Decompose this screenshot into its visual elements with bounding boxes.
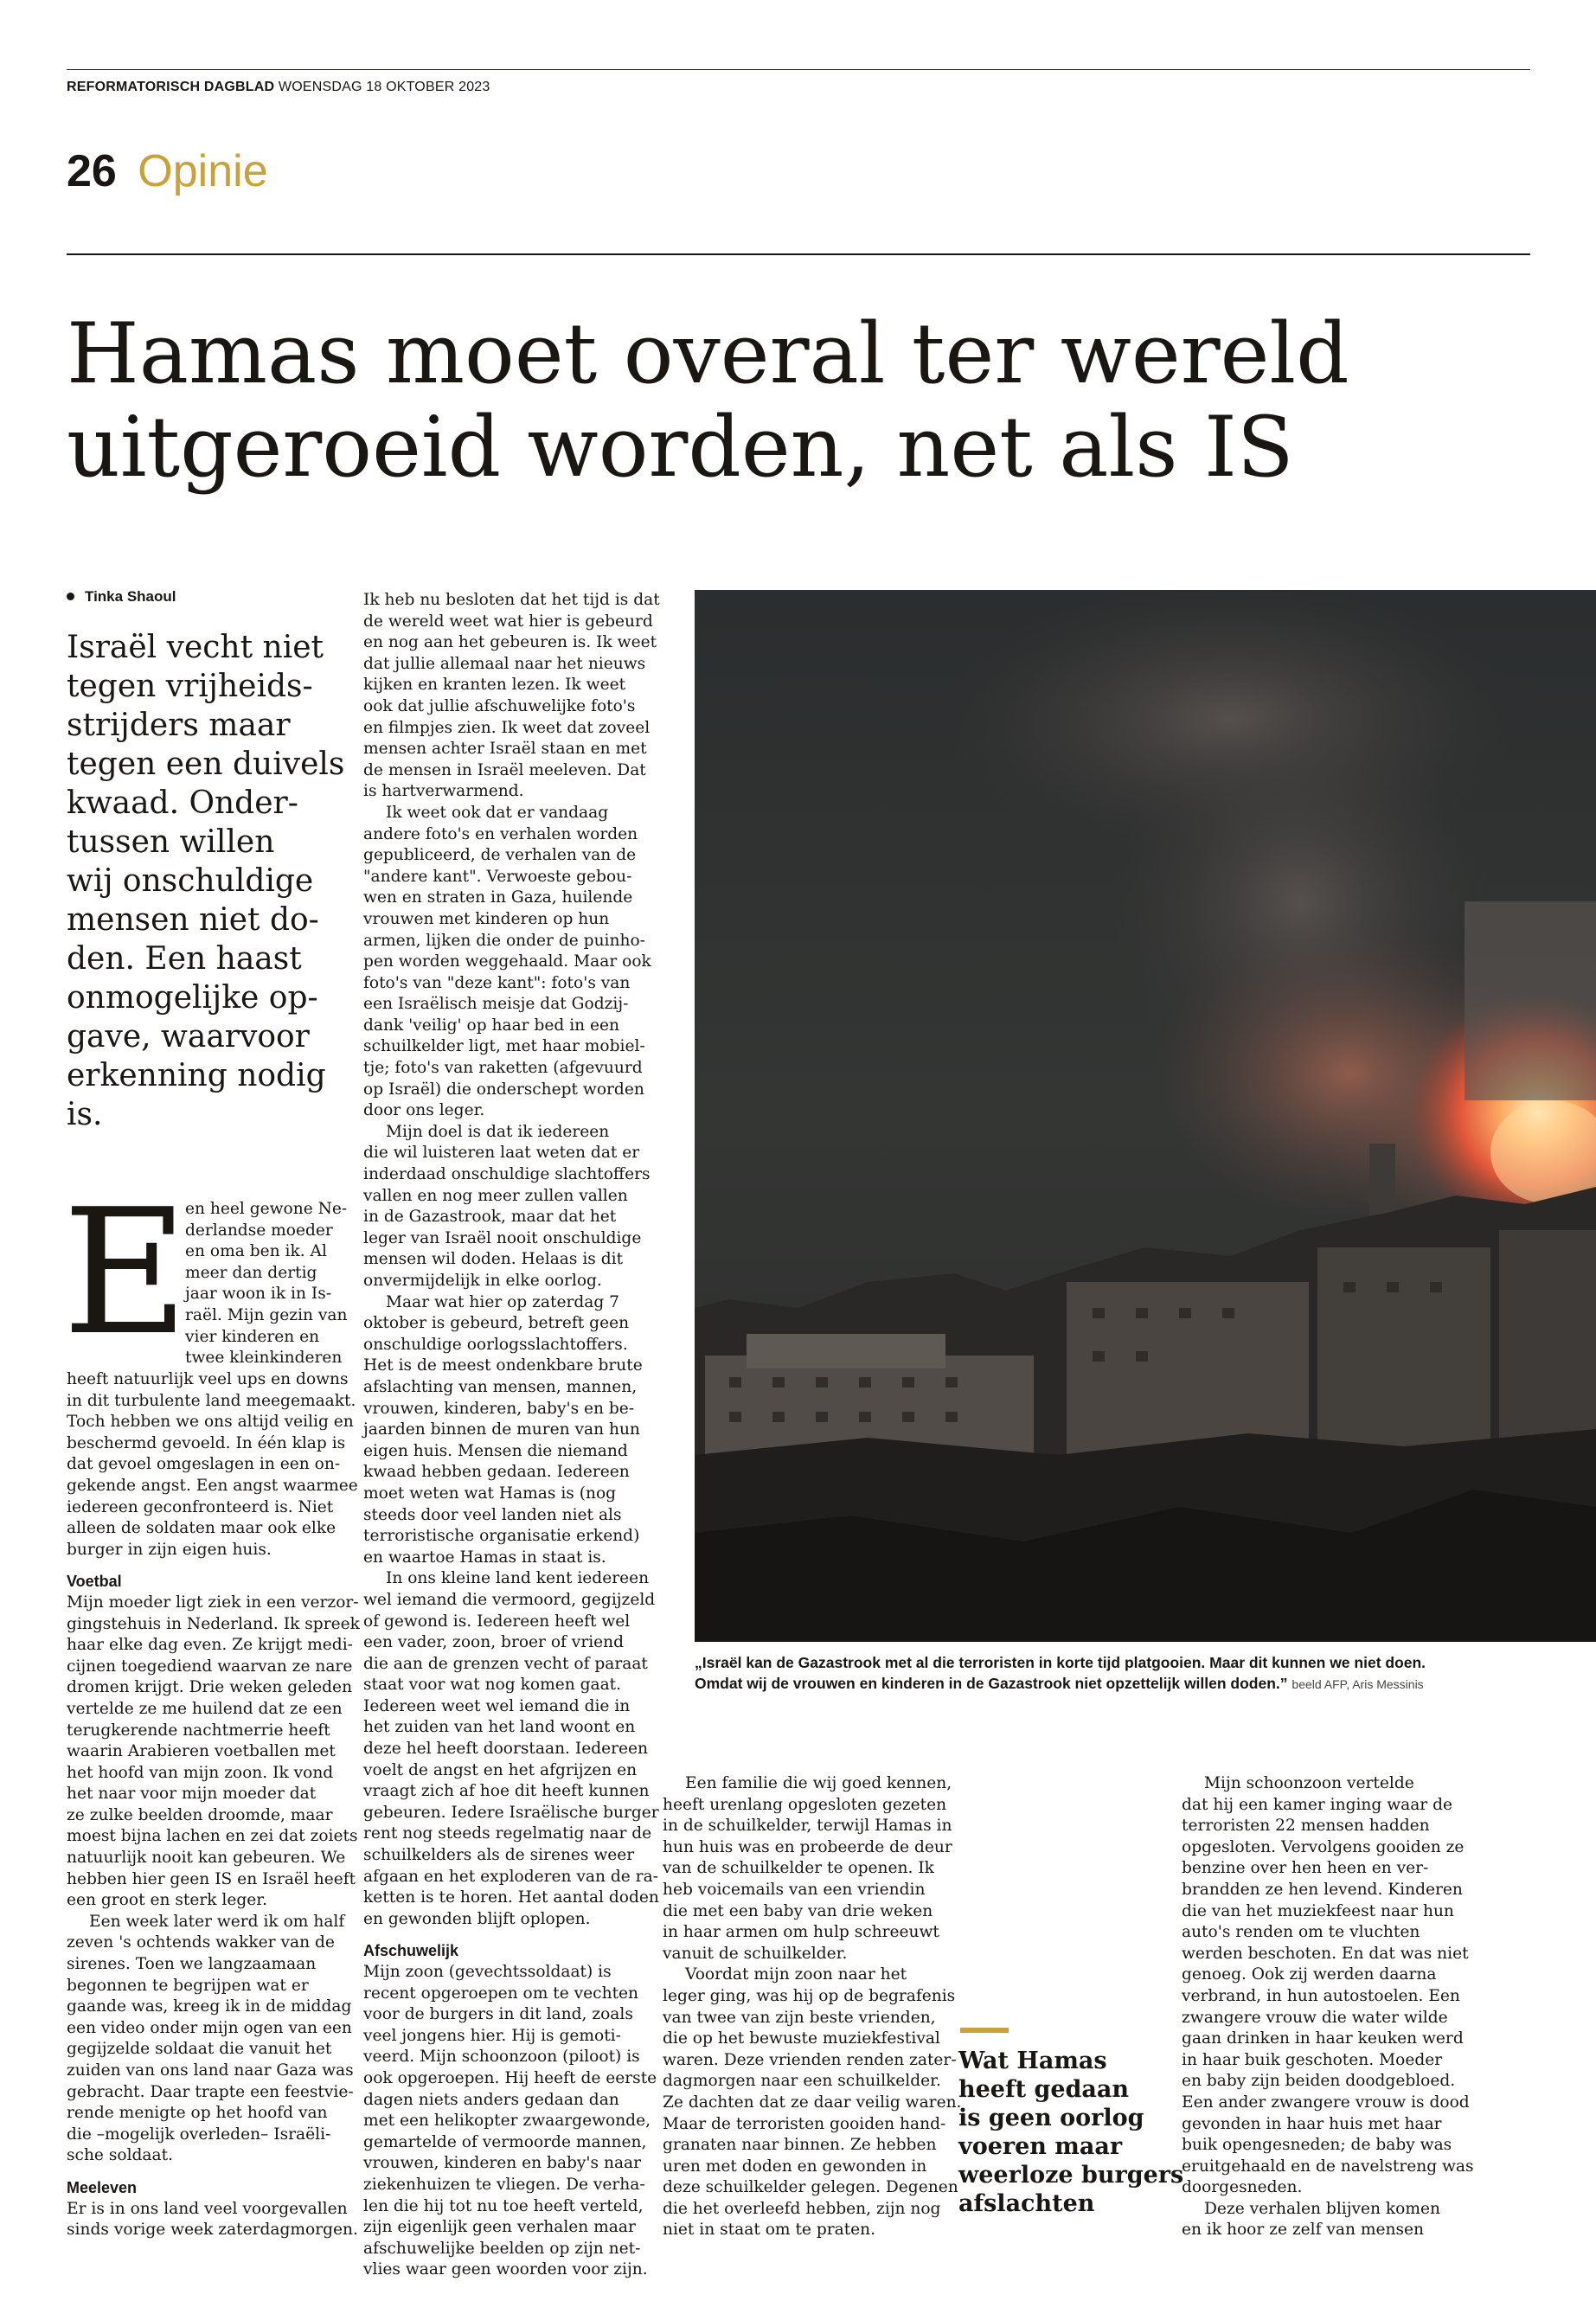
text-line: raël. Mijn gezin van: [185, 1305, 348, 1324]
paragraph-gap: [67, 1561, 342, 1571]
text-line: zuiden van ons land naar Gaza was: [67, 2061, 354, 2080]
text-line: ook opgeroepen. Hij heeft de eerste: [363, 2068, 657, 2087]
text-line: die wil luisteren laat weten dat er: [363, 1144, 640, 1163]
intro: [67, 628, 344, 1134]
news-photo: [695, 590, 1596, 1642]
text-line: dat jullie allemaal naar het nieuws: [363, 654, 646, 673]
intro-line: strijders maar: [67, 708, 291, 743]
text-line: Mijn schoonzoon vertelde: [1204, 1774, 1414, 1792]
text-line: steeds door veel landen niet als: [363, 1505, 622, 1524]
pull-quote-line: Wat Hamas: [958, 2048, 1107, 2074]
text-line: recent opgeroepen om te vechten: [363, 1984, 639, 2003]
text-line: foto's van "deze kant": foto's van: [363, 973, 631, 992]
text-line: brandden ze hen levend. Kinderen: [1182, 1880, 1463, 1899]
text-line: afslachting van mensen, mannen,: [363, 1377, 638, 1396]
text-line: kijken en kranten lezen. Ik weet: [363, 676, 626, 695]
text-line: opgesloten. Vervolgens gooiden ze: [1182, 1837, 1465, 1856]
intro-line: Israël vecht niet: [67, 630, 324, 665]
text-line: in haar buik geschoten. Moeder: [1182, 2050, 1443, 2069]
text-line: gepubliceerd, de verhalen van de: [363, 846, 637, 865]
headline-line: Hamas moet overal ter wereld: [67, 305, 1349, 402]
text-line: dat hij een kamer inging waar de: [1182, 1795, 1452, 1814]
text-line: gaande was, kreeg ik in de middag: [67, 1997, 352, 2016]
text-line: beschermd gevoeld. In één klap is: [67, 1433, 346, 1452]
subheading: Voetbal: [67, 1573, 122, 1591]
text-line: buik opengesneden; de baby was: [1182, 2136, 1452, 2155]
text-line: een video onder mijn ogen van een: [67, 2018, 352, 2037]
bullet-icon: [67, 593, 74, 600]
text-line: hebben hier geen IS en Israël heeft: [67, 1869, 356, 1888]
text-line: en heel gewone Ne-: [185, 1200, 348, 1218]
caption-line: Omdat wij de vrouwen en kinderen in de Gazastrook niet opzettelijk willen doden.”: [695, 1675, 1288, 1692]
text-line: eigen huis. Mensen die niemand: [363, 1441, 628, 1460]
text-line: Ik heb nu besloten dat het tijd is dat: [363, 591, 660, 609]
text-line: moet weten wat Hamas is (nog: [363, 1484, 617, 1503]
text-line: door ons leger.: [363, 1101, 485, 1120]
text-line: moest bijna lachen en zei dat zoiets: [67, 1827, 358, 1846]
text-line: en nog aan het gebeuren is. Ik weet: [363, 633, 657, 652]
text-line: dank 'veilig' op haar bed in een: [363, 1016, 620, 1035]
text-line: een groot en sterk leger.: [67, 1891, 268, 1910]
text-line: Deze verhalen blijven komen: [1204, 2199, 1440, 2218]
text-line: en ik hoor ze zelf van mensen: [1182, 2221, 1425, 2240]
explosion-photo-illustration: [695, 590, 1596, 1642]
subheading: Meeleven: [67, 2178, 138, 2196]
text-line: hun huis was en probeerde de deur: [663, 1837, 952, 1856]
text-line: van twee van zijn beste vrienden,: [663, 2008, 936, 2027]
text-line: zeven 's ochtends wakker van de: [67, 1933, 335, 1952]
text-line: voelt de angst en het afgrijzen en: [363, 1760, 638, 1779]
text-line: vrouwen, kinderen en baby's naar: [363, 2154, 642, 2173]
text-line: gegijzelde soldaat die vanuit het: [67, 2040, 332, 2059]
text-line: sche soldaat.: [67, 2146, 173, 2165]
text-line: deze schuilkelder gelegen. Degenen: [663, 2178, 958, 2197]
pull-quote-line: afslachten: [958, 2190, 1095, 2217]
text-line: tje; foto's van raketten (afgevuurd: [363, 1059, 643, 1078]
text-line: waren. Deze vrienden renden zater-: [663, 2050, 957, 2069]
text-line: jaarden binnen de muren van hun: [363, 1420, 640, 1439]
text-line: haar elke dag even. Ze krijgt medi-: [67, 1636, 353, 1655]
paragraph-gap: [363, 1930, 640, 1940]
text-line: leger van Israël nooit onschuldige: [363, 1228, 642, 1247]
text-line: vrouwen met kinderen op hun: [363, 909, 610, 928]
text-line: schuilkelder ligt, met haar mobiel-: [363, 1037, 645, 1056]
text-line: doorgesneden.: [1182, 2178, 1303, 2197]
text-line: meer dan dertig: [185, 1263, 317, 1282]
text-line: voor de burgers in dit land, zoals: [363, 2005, 633, 2024]
text-line: die –mogelijk overleden– Israëli-: [67, 2125, 331, 2144]
text-line: dagen niets anders gedaan dan: [363, 2090, 619, 2109]
text-line: Een ander zwangere vrouw is dood: [1182, 2093, 1470, 2112]
pull-quote-line: heeft gedaan: [958, 2076, 1130, 2103]
text-line: Maar wat hier op zaterdag 7: [386, 1292, 619, 1311]
text-line: inderdaad onschuldige slachtoffers: [363, 1165, 651, 1184]
text-line: dagmorgen naar een schuilkelder.: [663, 2072, 941, 2091]
text-line: Voordat mijn zoon naar het: [685, 1965, 907, 1984]
text-line: het hoofd van mijn zoon. Ik vond: [67, 1763, 334, 1782]
column-1-dropcap-text: [185, 1199, 348, 1369]
text-line: heb voicemails van een vriendin: [663, 1880, 926, 1899]
text-line: jaar woon ik in Is-: [185, 1285, 332, 1304]
text-line: eruitgehaald en de navelstreng was: [1182, 2157, 1474, 2176]
pull-quote: [958, 2047, 1183, 2218]
text-line: veel jongens hier. Hij is gemoti-: [363, 2026, 621, 2045]
masthead-line: [67, 80, 490, 95]
text-line: iedereen geconfronteerd is. Niet: [67, 1497, 334, 1516]
text-line: en oma ben ik. Al: [185, 1242, 327, 1261]
text-line: ziekenhuizen te vliegen. De verha-: [363, 2175, 645, 2194]
text-line: len die hij tot nu toe heeft verteld,: [363, 2196, 644, 2215]
text-line: ketten is te horen. Het aantal doden: [363, 1888, 659, 1907]
text-line: terroristen 22 mensen hadden: [1182, 1817, 1430, 1836]
text-line: genoeg. Ook zij werden daarna: [1182, 1965, 1437, 1984]
text-line: begonnen te begrijpen wat er: [67, 1976, 309, 1995]
text-line: dat gevoel omgeslagen in een on-: [67, 1455, 341, 1474]
text-line: en gewonden blijft oplopen.: [363, 1909, 591, 1928]
text-line: ook dat jullie afschuwelijke foto's: [363, 696, 636, 715]
text-line: gaan drinken in haar keuken werd: [1182, 2029, 1464, 2048]
text-line: terugkerende nachtmerrie heeft: [67, 1721, 330, 1740]
intro-line: is.: [67, 1097, 103, 1132]
text-line: Een week later werd ik om half: [89, 1912, 345, 1931]
text-line: of gewond is. Iedereen heeft wel: [363, 1612, 631, 1631]
page-number: 26: [67, 146, 117, 196]
text-line: ze zulke beelden droomde, maar: [67, 1805, 333, 1824]
page-heading: [67, 144, 268, 199]
issue-date: WOENSDAG 18 OKTOBER 2023: [278, 80, 490, 94]
text-line: vier kinderen en: [185, 1327, 320, 1346]
text-line: onvermijdelijk in elke oorlog.: [363, 1272, 602, 1290]
masthead: REFORMATORISCH DAGBLAD: [67, 80, 275, 94]
text-line: gevonden in haar huis met haar: [1182, 2114, 1442, 2133]
caption-line: „Israël kan de Gazastrook met al die terroristen in korte tijd platgooien. Maar dit kunnen we niet doen.: [695, 1654, 1426, 1671]
text-line: die van het muziekfeest naar hun: [1182, 1901, 1454, 1920]
text-line: heeft natuurlijk veel ups en downs: [67, 1370, 349, 1388]
text-line: Ze dachten dat ze daar veilig waren.: [663, 2093, 962, 2112]
text-line: oktober is gebeurd, betreft geen: [363, 1314, 630, 1333]
text-line: gingstehuis in Nederland. Ik spreek: [67, 1614, 360, 1633]
text-line: vallen en nog meer zullen vallen: [363, 1186, 628, 1205]
text-line: Toch hebben we ons altijd veilig en: [67, 1413, 354, 1432]
pull-quote-line: is geen oorlog: [958, 2105, 1144, 2131]
text-line: een Israëlisch meisje dat Godzij-: [363, 995, 629, 1014]
text-line: staat voor wat nog komen gaat.: [363, 1676, 622, 1695]
text-line: met een helikopter zwaargewonde,: [363, 2112, 651, 2131]
text-line: Ik weet ook dat er vandaag: [386, 803, 609, 822]
text-line: die op het bewuste muziekfestival: [663, 2029, 940, 2048]
text-line: sinds vorige week zaterdagmorgen.: [67, 2221, 358, 2240]
text-line: derlandse moeder: [185, 1221, 333, 1240]
text-line: is hartverwarmend.: [363, 782, 524, 801]
intro-line: kwaad. Onder-: [67, 785, 298, 821]
text-line: vanuit de schuilkelder.: [663, 1944, 848, 1963]
text-line: wen en straten in Gaza, huilende: [363, 888, 633, 907]
text-line: zwangere vrouw die water wilde: [1182, 2008, 1448, 2027]
intro-line: erkenning nodig: [67, 1058, 326, 1093]
intro-line: wij onschuldige: [67, 863, 314, 899]
photo-credit: beeld AFP, Aris Messinis: [1292, 1677, 1424, 1691]
text-line: Mijn doel is dat ik iedereen: [386, 1122, 610, 1141]
text-line: waarin Arabieren voetballen met: [67, 1742, 336, 1761]
text-line: en baby zijn beiden doodgebloed.: [1182, 2072, 1456, 2091]
text-line: rent nog steeds regelmatig naar de: [363, 1824, 652, 1843]
section-title: Opinie: [138, 146, 268, 196]
text-line: dromen krijgt. Drie weken geleden: [67, 1678, 353, 1697]
text-line: uren met doden en gewonden in: [663, 2157, 927, 2176]
text-line: werden beschoten. En dat was niet: [1182, 1944, 1469, 1963]
text-line: cijnen toegediend waarvan ze nare: [67, 1657, 353, 1676]
text-line: schuilkelders als de sirenes weer: [363, 1846, 635, 1865]
text-line: sirenes. Toen we langzaamaan: [67, 1955, 317, 1974]
byline: [67, 588, 176, 606]
intro-line: gave, waarvoor: [67, 1019, 310, 1054]
text-line: vraagt zich af hoe dit heeft kunnen: [363, 1782, 650, 1801]
intro-line: mensen niet do-: [67, 902, 319, 938]
text-line: Mijn moeder ligt ziek in een verzor-: [67, 1593, 359, 1612]
text-line: rende menigte op het hoofd van: [67, 2104, 328, 2123]
text-line: burger in zijn eigen huis.: [67, 1540, 272, 1559]
headline-line: uitgeroeid worden, net als IS: [67, 399, 1294, 496]
pull-quote-accent-bar: [960, 2028, 1009, 2033]
text-line: "andere kant". Verwoeste gebou-: [363, 867, 632, 886]
intro-line: tegen vrijheids-: [67, 669, 313, 704]
text-line: pen worden weggehaald. Maar ook: [363, 952, 651, 971]
text-line: mensen achter Israël staan en met: [363, 740, 647, 759]
text-line: die het overleefd hebben, zijn nog: [663, 2199, 941, 2218]
text-line: Een familie die wij goed kennen,: [685, 1774, 952, 1792]
text-line: heeft urenlang opgesloten gezeten: [663, 1795, 947, 1814]
header-bottom-rule: [67, 253, 1530, 255]
column-5-text: [1182, 1773, 1474, 2241]
text-line: in de Gazastrook, maar dat het: [363, 1208, 617, 1227]
text-line: en waartoe Hamas in staat is.: [363, 1548, 606, 1567]
column-2-text: [363, 590, 660, 2281]
text-line: kwaad hebben gedaan. Iedereen: [363, 1463, 630, 1482]
intro-line: onmogelijke op-: [67, 980, 318, 1016]
text-line: die aan de grenzen vecht of paraat: [363, 1654, 648, 1673]
intro-line: den. Een haast: [67, 941, 302, 977]
text-line: gemartelde of vermoorde mannen,: [363, 2132, 647, 2151]
text-line: het naar voor mijn moeder dat: [67, 1785, 317, 1804]
text-line: terroristische organisatie erkend): [363, 1527, 640, 1546]
text-line: afgaan en het exploderen van de ra-: [363, 1867, 658, 1886]
text-line: mensen wil doden. Helaas is dit: [363, 1250, 624, 1269]
text-line: vrouwen, kinderen, baby's en be-: [363, 1399, 635, 1418]
text-line: het zuiden van het land woont en: [363, 1718, 636, 1737]
text-line: zijn eigenlijk geen verhalen maar: [363, 2218, 636, 2237]
text-line: Er is in ons land veel voorgevallen: [67, 2199, 348, 2218]
text-line: op Israël) die onderschept worden: [363, 1080, 644, 1099]
text-line: een vader, zoon, broer of vriend: [363, 1633, 625, 1652]
column-3-text: [663, 1773, 962, 2241]
text-line: in de schuilkelder, terwijl Hamas in: [663, 1817, 952, 1836]
text-line: deze hel heeft doorstaan. Iedereen: [363, 1740, 648, 1759]
photo-caption: [695, 1652, 1560, 1695]
text-line: onschuldige oorlogsslachtoffers.: [363, 1335, 628, 1354]
text-line: vlies waar geen woorden voor zijn.: [363, 2260, 648, 2279]
text-line: Maar de terroristen gooiden hand-: [663, 2114, 946, 2133]
text-line: gebeuren. Iedere Israëlische burger: [363, 1803, 659, 1822]
text-line: gekende angst. Een angst waarmee: [67, 1476, 358, 1495]
text-line: twee kleinkinderen: [185, 1349, 343, 1368]
text-line: die met een baby van drie weken: [663, 1901, 933, 1920]
text-line: Het is de meest ondenkbare brute: [363, 1356, 643, 1375]
pull-quote-line: weerloze burgers: [958, 2162, 1184, 2189]
text-line: vertelde ze me huilend dat ze een: [67, 1699, 343, 1718]
text-line: armen, lijken die onder de puinho-: [363, 931, 645, 950]
text-line: niet in staat om te praten.: [663, 2221, 876, 2240]
text-line: afschuwelijke beelden op zijn net-: [363, 2239, 641, 2258]
text-line: benzine over hen heen en ver-: [1182, 1859, 1429, 1878]
pull-quote-line: voeren maar: [958, 2133, 1123, 2160]
text-line: verbrand, in hun autostoelen. Een: [1182, 1986, 1460, 2005]
headline: [67, 307, 1349, 494]
text-line: in dit turbulente land meegemaakt.: [67, 1391, 356, 1410]
drop-cap: E: [62, 1172, 189, 1374]
text-line: wel iemand die vermoord, gegijzeld: [363, 1590, 656, 1609]
intro-line: tegen een duivels: [67, 747, 345, 782]
column-1-text: [67, 1369, 360, 2241]
text-line: auto's renden om te vluchten: [1182, 1923, 1420, 1942]
text-line: de wereld weet wat hier is gebeurd: [363, 612, 653, 631]
text-line: natuurlijk nooit kan gebeuren. We: [67, 1849, 346, 1868]
header-top-rule: [67, 69, 1530, 70]
text-line: In ons kleine land kent iedereen: [386, 1569, 650, 1588]
text-line: leger ging, was hij op de begrafenis: [663, 1986, 956, 2005]
text-line: de mensen in Israël meeleven. Dat: [363, 760, 646, 779]
paragraph-gap: [67, 2167, 342, 2177]
text-line: in haar armen om hulp schreeuwt: [663, 1923, 939, 1942]
text-line: granaten naar binnen. Ze hebben: [663, 2136, 937, 2155]
intro-line: tussen willen: [67, 824, 275, 860]
text-line: alleen de soldaten maar ook elke: [67, 1519, 337, 1538]
text-line: veerd. Mijn schoonzoon (piloot) is: [363, 2048, 640, 2067]
text-line: gebracht. Daar trapte een feestvie-: [67, 2082, 354, 2101]
text-line: Iedereen weet wel iemand die in: [363, 1696, 631, 1715]
text-line: andere foto's en verhalen worden: [363, 824, 638, 843]
subheading: Afschuwelijk: [363, 1942, 459, 1960]
text-line: en filmpjes zien. Ik weet dat zoveel: [363, 718, 651, 737]
text-line: van de schuilkelder te openen. Ik: [663, 1859, 934, 1878]
author-name: Tinka Shaoul: [85, 588, 176, 605]
text-line: Mijn zoon (gevechtssoldaat) is: [363, 1963, 612, 1981]
